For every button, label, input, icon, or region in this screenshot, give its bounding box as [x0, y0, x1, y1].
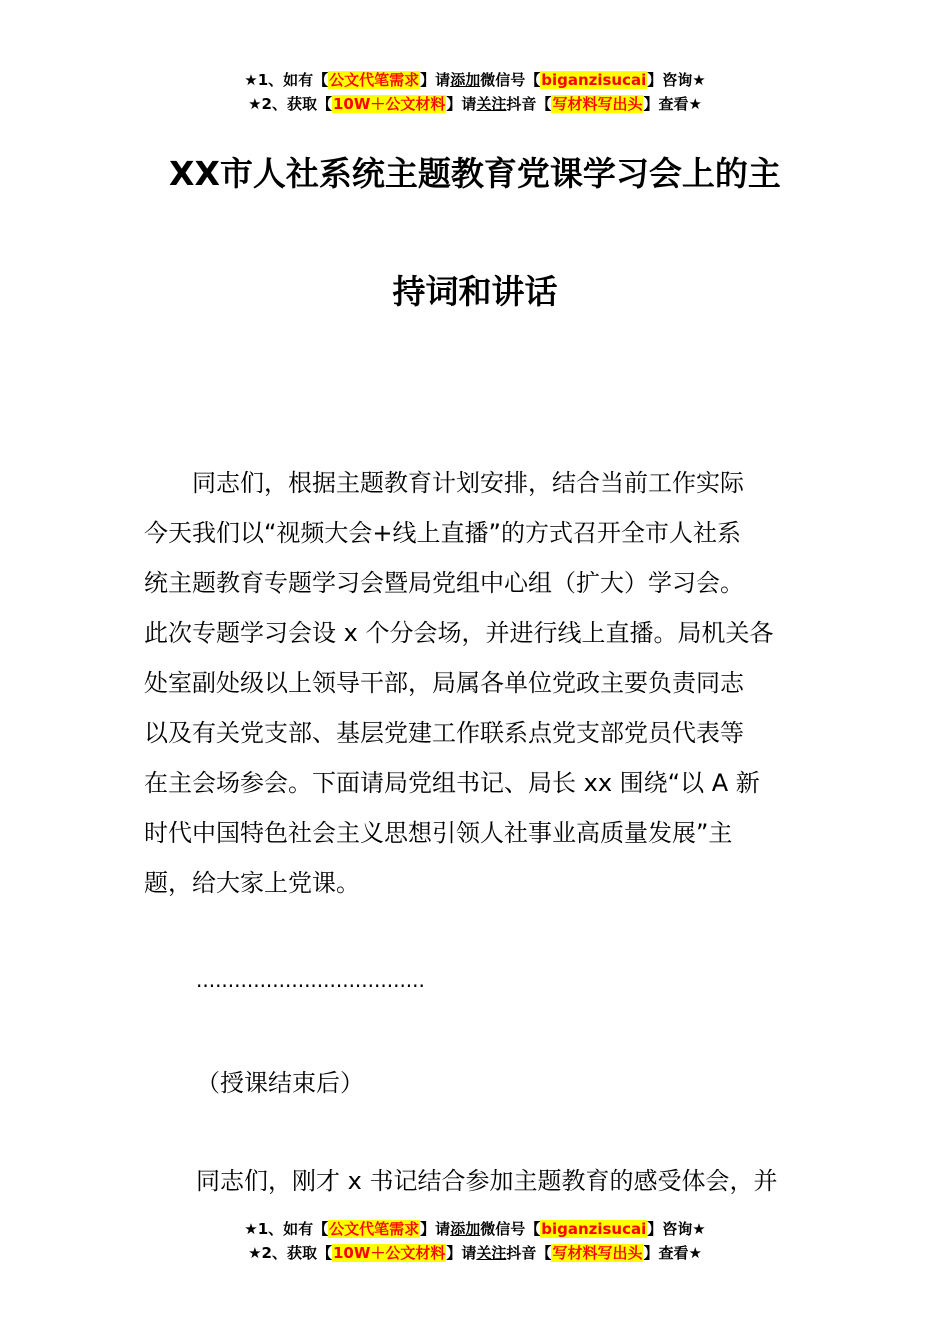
promo-line-1	[0, 1217, 950, 1241]
promo-highlight: biganzisucai	[541, 1220, 647, 1238]
promo-text: ★2、获取【	[248, 1244, 332, 1262]
document-title-line-2: 持词和讲话	[392, 272, 558, 311]
opening-paragraph	[144, 458, 806, 908]
promo-highlight: biganzisucai	[541, 71, 647, 89]
ellipsis-separator: ....................................	[196, 968, 425, 992]
promo-text: 】查看★	[643, 1244, 702, 1262]
promo-text: 】请	[420, 1220, 451, 1238]
paragraph-line: 以及有关党支部、基层党建工作联系点党支部党员代表等	[144, 719, 744, 747]
paragraph-line: 题，给大家上党课。	[144, 869, 360, 897]
promo-text: ★2、获取【	[248, 95, 332, 113]
promo-highlight: 写材料写出头	[552, 95, 643, 113]
paragraph-line: 在主会场参会。下面请局党组书记、局长 xx 围绕“以 A 新	[144, 769, 760, 797]
promo-text: 】咨询★	[647, 1220, 706, 1238]
promo-text: 】请	[446, 1244, 477, 1262]
promo-text: 】咨询★	[647, 71, 706, 89]
promo-highlight: 10W＋公文材料	[332, 1244, 446, 1262]
promo-text: 抖音【	[506, 95, 552, 113]
promo-text: ★1、如有【	[244, 1220, 329, 1238]
promo-underline: 关注	[476, 1244, 507, 1262]
promo-banner-top	[0, 68, 950, 116]
paragraph-line: 此次专题学习会设 x 个分会场，并进行线上直播。局机关各	[144, 619, 774, 647]
promo-text: 抖音【	[506, 1244, 552, 1262]
paragraph-line: 时代中国特色社会主义思想引领人社事业高质量发展”主	[144, 819, 733, 847]
promo-underline: 关注	[476, 95, 507, 113]
promo-text: ★1、如有【	[244, 71, 329, 89]
promo-text: 】查看★	[643, 95, 702, 113]
promo-line-2	[0, 92, 950, 116]
closing-paragraph-start: 同志们，刚才 x 书记结合参加主题教育的感受体会，并	[196, 1167, 778, 1195]
promo-highlight: 公文代笔需求	[329, 71, 420, 89]
promo-text: 】请	[446, 95, 477, 113]
promo-highlight: 写材料写出头	[552, 1244, 643, 1262]
promo-banner-bottom	[0, 1217, 950, 1265]
promo-highlight: 10W＋公文材料	[332, 95, 446, 113]
promo-line-2	[0, 1241, 950, 1265]
promo-text: 】请	[420, 71, 451, 89]
promo-line-1	[0, 68, 950, 92]
paragraph-line: 今天我们以“视频大会+线上直播”的方式召开全市人社系	[144, 519, 741, 547]
promo-text: 微信号【	[480, 1220, 541, 1238]
document-title-line-1: XX市人社系统主题教育党课学习会上的主	[169, 154, 781, 193]
after-lecture-note: （授课结束后）	[196, 1069, 364, 1097]
promo-underline: 添加	[450, 1220, 481, 1238]
promo-text: 微信号【	[480, 71, 541, 89]
paragraph-line: 同志们，根据主题教育计划安排，结合当前工作实际	[144, 469, 744, 497]
paragraph-line: 统主题教育专题学习会暨局党组中心组（扩大）学习会。	[144, 569, 744, 597]
promo-highlight: 公文代笔需求	[329, 1220, 420, 1238]
promo-underline: 添加	[450, 71, 481, 89]
paragraph-line: 处室副处级以上领导干部，局属各单位党政主要负责同志	[144, 669, 744, 697]
